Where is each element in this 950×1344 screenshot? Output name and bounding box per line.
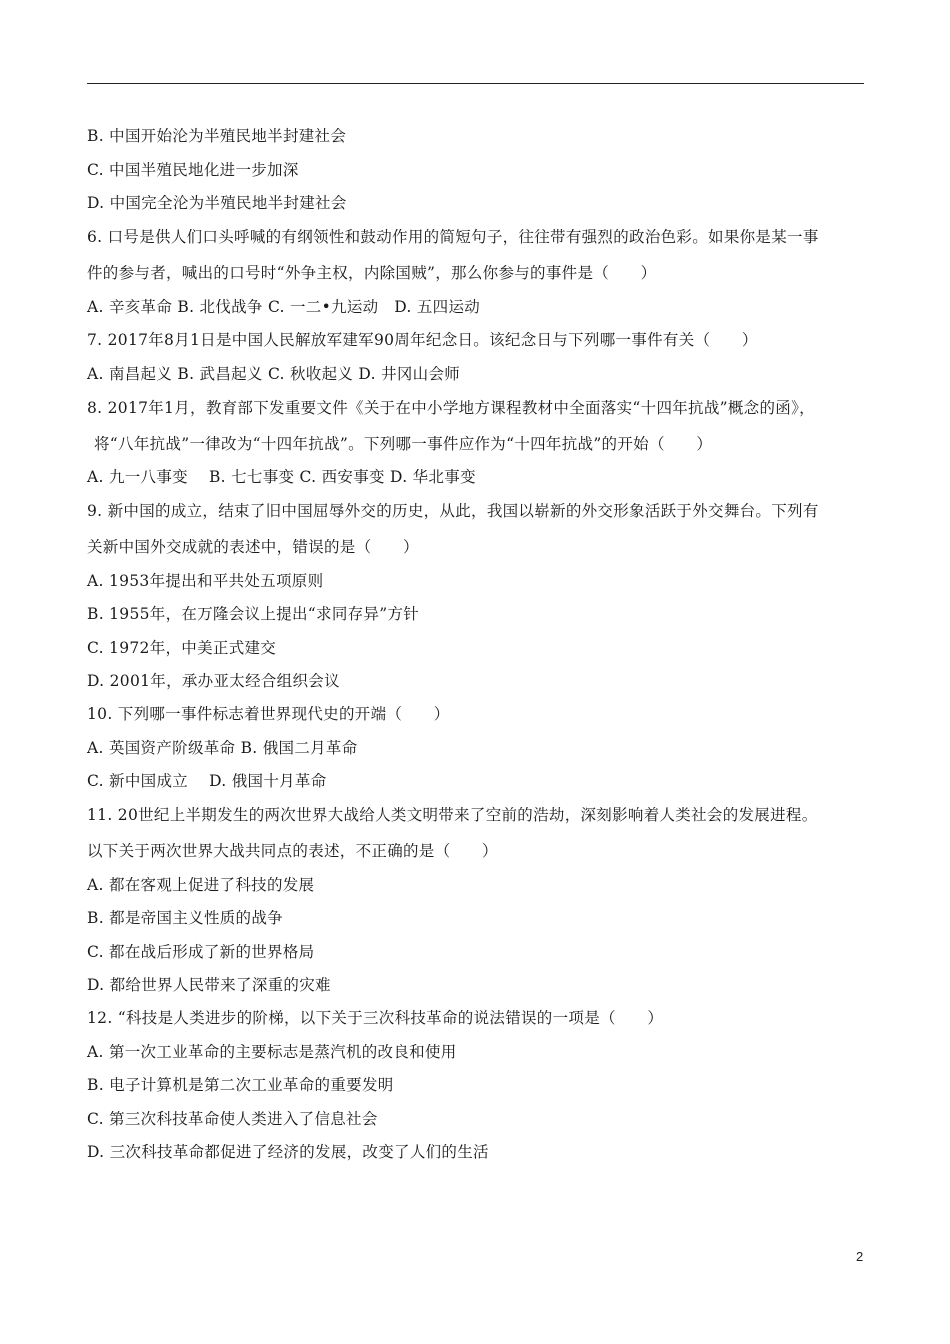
option-line: B. 电子计算机是第二次工业革命的重要发明 <box>87 1076 394 1094</box>
option-line: D. 三次科技革命都促进了经济的发展，改变了人们的生活 <box>87 1143 489 1161</box>
question-line: 将“八年抗战”一律改为“十四年抗战”。下列哪一事件应作为“十四年抗战”的开始（ ） <box>94 435 713 453</box>
question-line: 关新中国外交成就的表述中，错误的是（ ） <box>87 538 419 556</box>
option-line: B. 中国开始沦为半殖民地半封建社会 <box>87 127 347 145</box>
question-line: 9. 新中国的成立，结束了旧中国屈辱外交的历史，从此，我国以崭新的外交形象活跃于外交舞台。下列有 <box>87 502 819 520</box>
question-line: 8. 2017年1月，教育部下发重要文件《关于在中小学地方课程教材中全面落实“十四年抗战”概念的函》， <box>87 399 815 417</box>
question-line: 7. 2017年8月1日是中国人民解放军建军90周年纪念日。该纪念日与下列哪一事件有关（ ） <box>87 331 758 349</box>
option-line: C. 第三次科技革命使人类进入了信息社会 <box>87 1110 378 1128</box>
option-line: D. 2001年，承办亚太经合组织会议 <box>87 672 340 690</box>
option-line: A. 辛亥革命 B. 北伐战争 C. 一二•九运动 D. 五四运动 <box>87 298 481 316</box>
option-line: C. 都在战后形成了新的世界格局 <box>87 943 315 961</box>
option-line: A. 1953年提出和平共处五项原则 <box>87 572 324 590</box>
option-line: D. 都给世界人民带来了深重的灾难 <box>87 976 331 994</box>
question-line: 6. 口号是供人们口头呼喊的有纲领性和鼓动作用的简短句子，往往带有强烈的政治色彩。如果你是某一事 <box>87 228 819 246</box>
question-line: 11. 20世纪上半期发生的两次世界大战给人类文明带来了空前的浩劫，深刻影响着人类社会的发展进程。 <box>87 806 818 824</box>
option-line: B. 1955年，在万隆会议上提出“求同存异”方针 <box>87 605 420 623</box>
option-line: C. 1972年，中美正式建交 <box>87 639 277 657</box>
option-line: A. 九一八事变 B. 七七事变 C. 西安事变 D. 华北事变 <box>87 468 476 486</box>
question-line: 12. “科技是人类进步的阶梯，以下关于三次科技革命的说法错误的一项是（ ） <box>87 1009 664 1027</box>
question-line: 以下关于两次世界大战共同点的表述，不正确的是（ ） <box>87 842 498 860</box>
question-line: 件的参与者，喊出的口号时“外争主权，内除国贼”，那么你参与的事件是（ ） <box>87 264 657 282</box>
option-line: C. 新中国成立 D. 俄国十月革命 <box>87 772 327 790</box>
question-line: 10. 下列哪一事件标志着世界现代史的开端（ ） <box>87 705 450 723</box>
option-line: A. 英国资产阶级革命 B. 俄国二月革命 <box>87 739 358 757</box>
option-line: D. 中国完全沦为半殖民地半封建社会 <box>87 194 347 212</box>
option-line: C. 中国半殖民地化进一步加深 <box>87 161 299 179</box>
option-line: A. 第一次工业革命的主要标志是蒸汽机的改良和使用 <box>87 1043 457 1061</box>
page-number: 2 <box>856 1249 864 1264</box>
option-line: A. 都在客观上促进了科技的发展 <box>87 876 315 894</box>
option-line: A. 南昌起义 B. 武昌起义 C. 秋收起义 D. 井冈山会师 <box>87 365 461 383</box>
option-line: B. 都是帝国主义性质的战争 <box>87 909 283 927</box>
header-rule <box>87 83 864 84</box>
